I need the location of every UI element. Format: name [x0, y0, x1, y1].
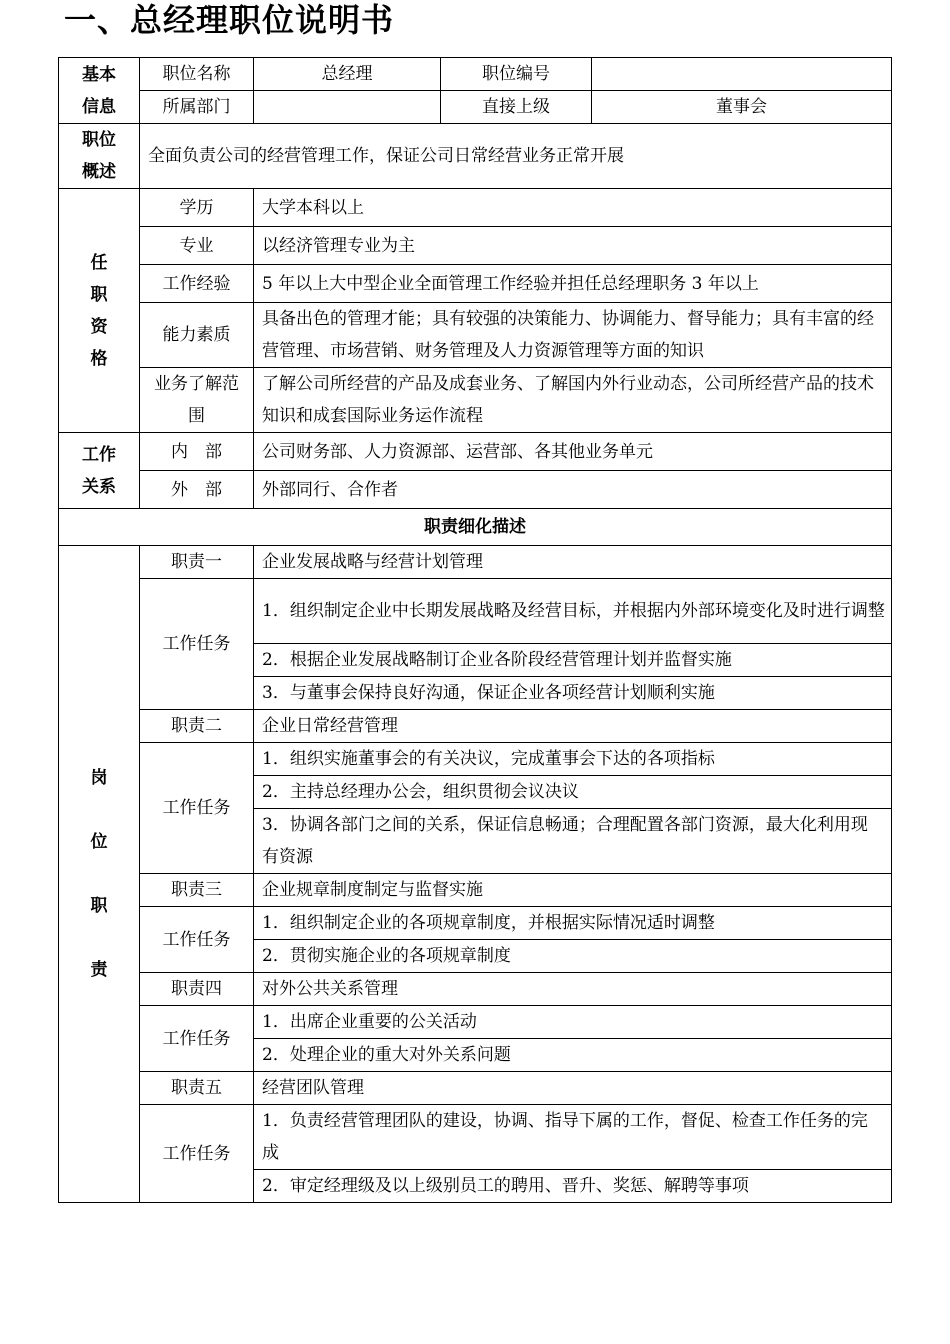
task-item: 1．组织制定企业的各项规章制度，并根据实际情况适时调整: [254, 907, 892, 940]
task-item: 2．贯彻实施企业的各项规章制度: [254, 940, 892, 973]
position-name-value: 总经理: [254, 58, 441, 91]
task-item: 2．根据企业发展战略制订企业各阶段经营管理计划并监督实施: [254, 644, 892, 677]
task-label: 工作任务: [140, 907, 254, 973]
duty-label: 职责三: [140, 874, 254, 907]
duty-title: 企业日常经营管理: [254, 710, 892, 743]
education-label: 学历: [140, 189, 254, 227]
superior-value: 董事会: [592, 91, 892, 124]
overview-row: [59, 124, 892, 189]
task-label: 工作任务: [140, 579, 254, 710]
task-item: 1．负责经营管理团队的建设，协调、指导下属的工作，督促、检查工作任务的完成: [254, 1105, 892, 1170]
duty-row: [59, 710, 892, 743]
job-description-table: [58, 57, 892, 1203]
basic-info-row-1: [59, 58, 892, 91]
external-value: 外部同行、合作者: [254, 471, 892, 509]
relation-row: [59, 471, 892, 509]
major-value: 以经济管理专业为主: [254, 227, 892, 265]
task-label: 工作任务: [140, 1006, 254, 1072]
duty-row: [59, 546, 892, 579]
task-item: 1．组织实施董事会的有关决议，完成董事会下达的各项指标: [254, 743, 892, 776]
task-label: 工作任务: [140, 1105, 254, 1203]
qualification-row: [59, 189, 892, 227]
duty-title: 企业发展战略与经营计划管理: [254, 546, 892, 579]
qualification-row: [59, 303, 892, 368]
task-item: 2．主持总经理办公会，组织贯彻会议决议: [254, 776, 892, 809]
task-row: [59, 1105, 892, 1170]
task-row: [59, 1006, 892, 1039]
task-item: 1．组织制定企业中长期发展战略及经营目标，并根据内外部环境变化及时进行调整: [254, 579, 892, 644]
duty-title: 企业规章制度制定与监督实施: [254, 874, 892, 907]
overview-label: 职位 概述: [59, 124, 140, 189]
duty-label: 职责一: [140, 546, 254, 579]
superior-label: 直接上级: [441, 91, 592, 124]
basic-info-label: 基本 信息: [59, 58, 140, 124]
task-label: 工作任务: [140, 743, 254, 874]
duty-row: [59, 973, 892, 1006]
ability-value: 具备出色的管理才能；具有较强的决策能力、协调能力、督导能力；具有丰富的经营管理、市场营销、财务管理及人力资源管理等方面的知识: [254, 303, 892, 368]
duty-label: 职责二: [140, 710, 254, 743]
internal-value: 公司财务部、人力资源部、运营部、各其他业务单元: [254, 433, 892, 471]
business-scope-label: 业务了解范围: [140, 368, 254, 433]
position-name-label: 职位名称: [140, 58, 254, 91]
experience-label: 工作经验: [140, 265, 254, 303]
duty-row: [59, 1072, 892, 1105]
experience-value: 5 年以上大中型企业全面管理工作经验并担任总经理职务 3 年以上: [254, 265, 892, 303]
position-code-value: [592, 58, 892, 91]
task-row: [59, 907, 892, 940]
major-label: 专业: [140, 227, 254, 265]
department-value: [254, 91, 441, 124]
task-item: 1．出席企业重要的公关活动: [254, 1006, 892, 1039]
department-label: 所属部门: [140, 91, 254, 124]
external-label: 外 部: [140, 471, 254, 509]
ability-label: 能力素质: [140, 303, 254, 368]
task-item: 3．协调各部门之间的关系，保证信息畅通；合理配置各部门资源，最大化利用现有资源: [254, 809, 892, 874]
duty-label: 职责四: [140, 973, 254, 1006]
task-item: 2．审定经理级及以上级别员工的聘用、晋升、奖惩、解聘等事项: [254, 1170, 892, 1203]
task-row: [59, 743, 892, 776]
position-code-label: 职位编号: [441, 58, 592, 91]
internal-label: 内 部: [140, 433, 254, 471]
duty-title: 经营团队管理: [254, 1072, 892, 1105]
duty-label: 职责五: [140, 1072, 254, 1105]
qualification-row: [59, 265, 892, 303]
qualification-row: [59, 368, 892, 433]
task-item: 3．与董事会保持良好沟通，保证企业各项经营计划顺利实施: [254, 677, 892, 710]
education-value: 大学本科以上: [254, 189, 892, 227]
task-row: [59, 579, 892, 644]
duties-header: 职责细化描述: [59, 509, 892, 546]
overview-text: 全面负责公司的经营管理工作，保证公司日常经营业务正常开展: [140, 124, 892, 189]
qualification-row: [59, 227, 892, 265]
qualifications-label: 任 职 资 格: [59, 189, 140, 433]
basic-info-row-2: [59, 91, 892, 124]
business-scope-value: 了解公司所经营的产品及成套业务、了解国内外行业动态，公司所经营产品的技术知识和成套国际业务运作流程: [254, 368, 892, 433]
duties-header-row: [59, 509, 892, 546]
duties-label: 岗 位 职 责: [59, 546, 140, 1203]
relation-row: [59, 433, 892, 471]
duty-title: 对外公共关系管理: [254, 973, 892, 1006]
relations-label: 工作 关系: [59, 433, 140, 509]
duty-row: [59, 874, 892, 907]
task-item: 2．处理企业的重大对外关系问题: [254, 1039, 892, 1072]
page-title: 一、总经理职位说明书: [64, 1, 395, 39]
